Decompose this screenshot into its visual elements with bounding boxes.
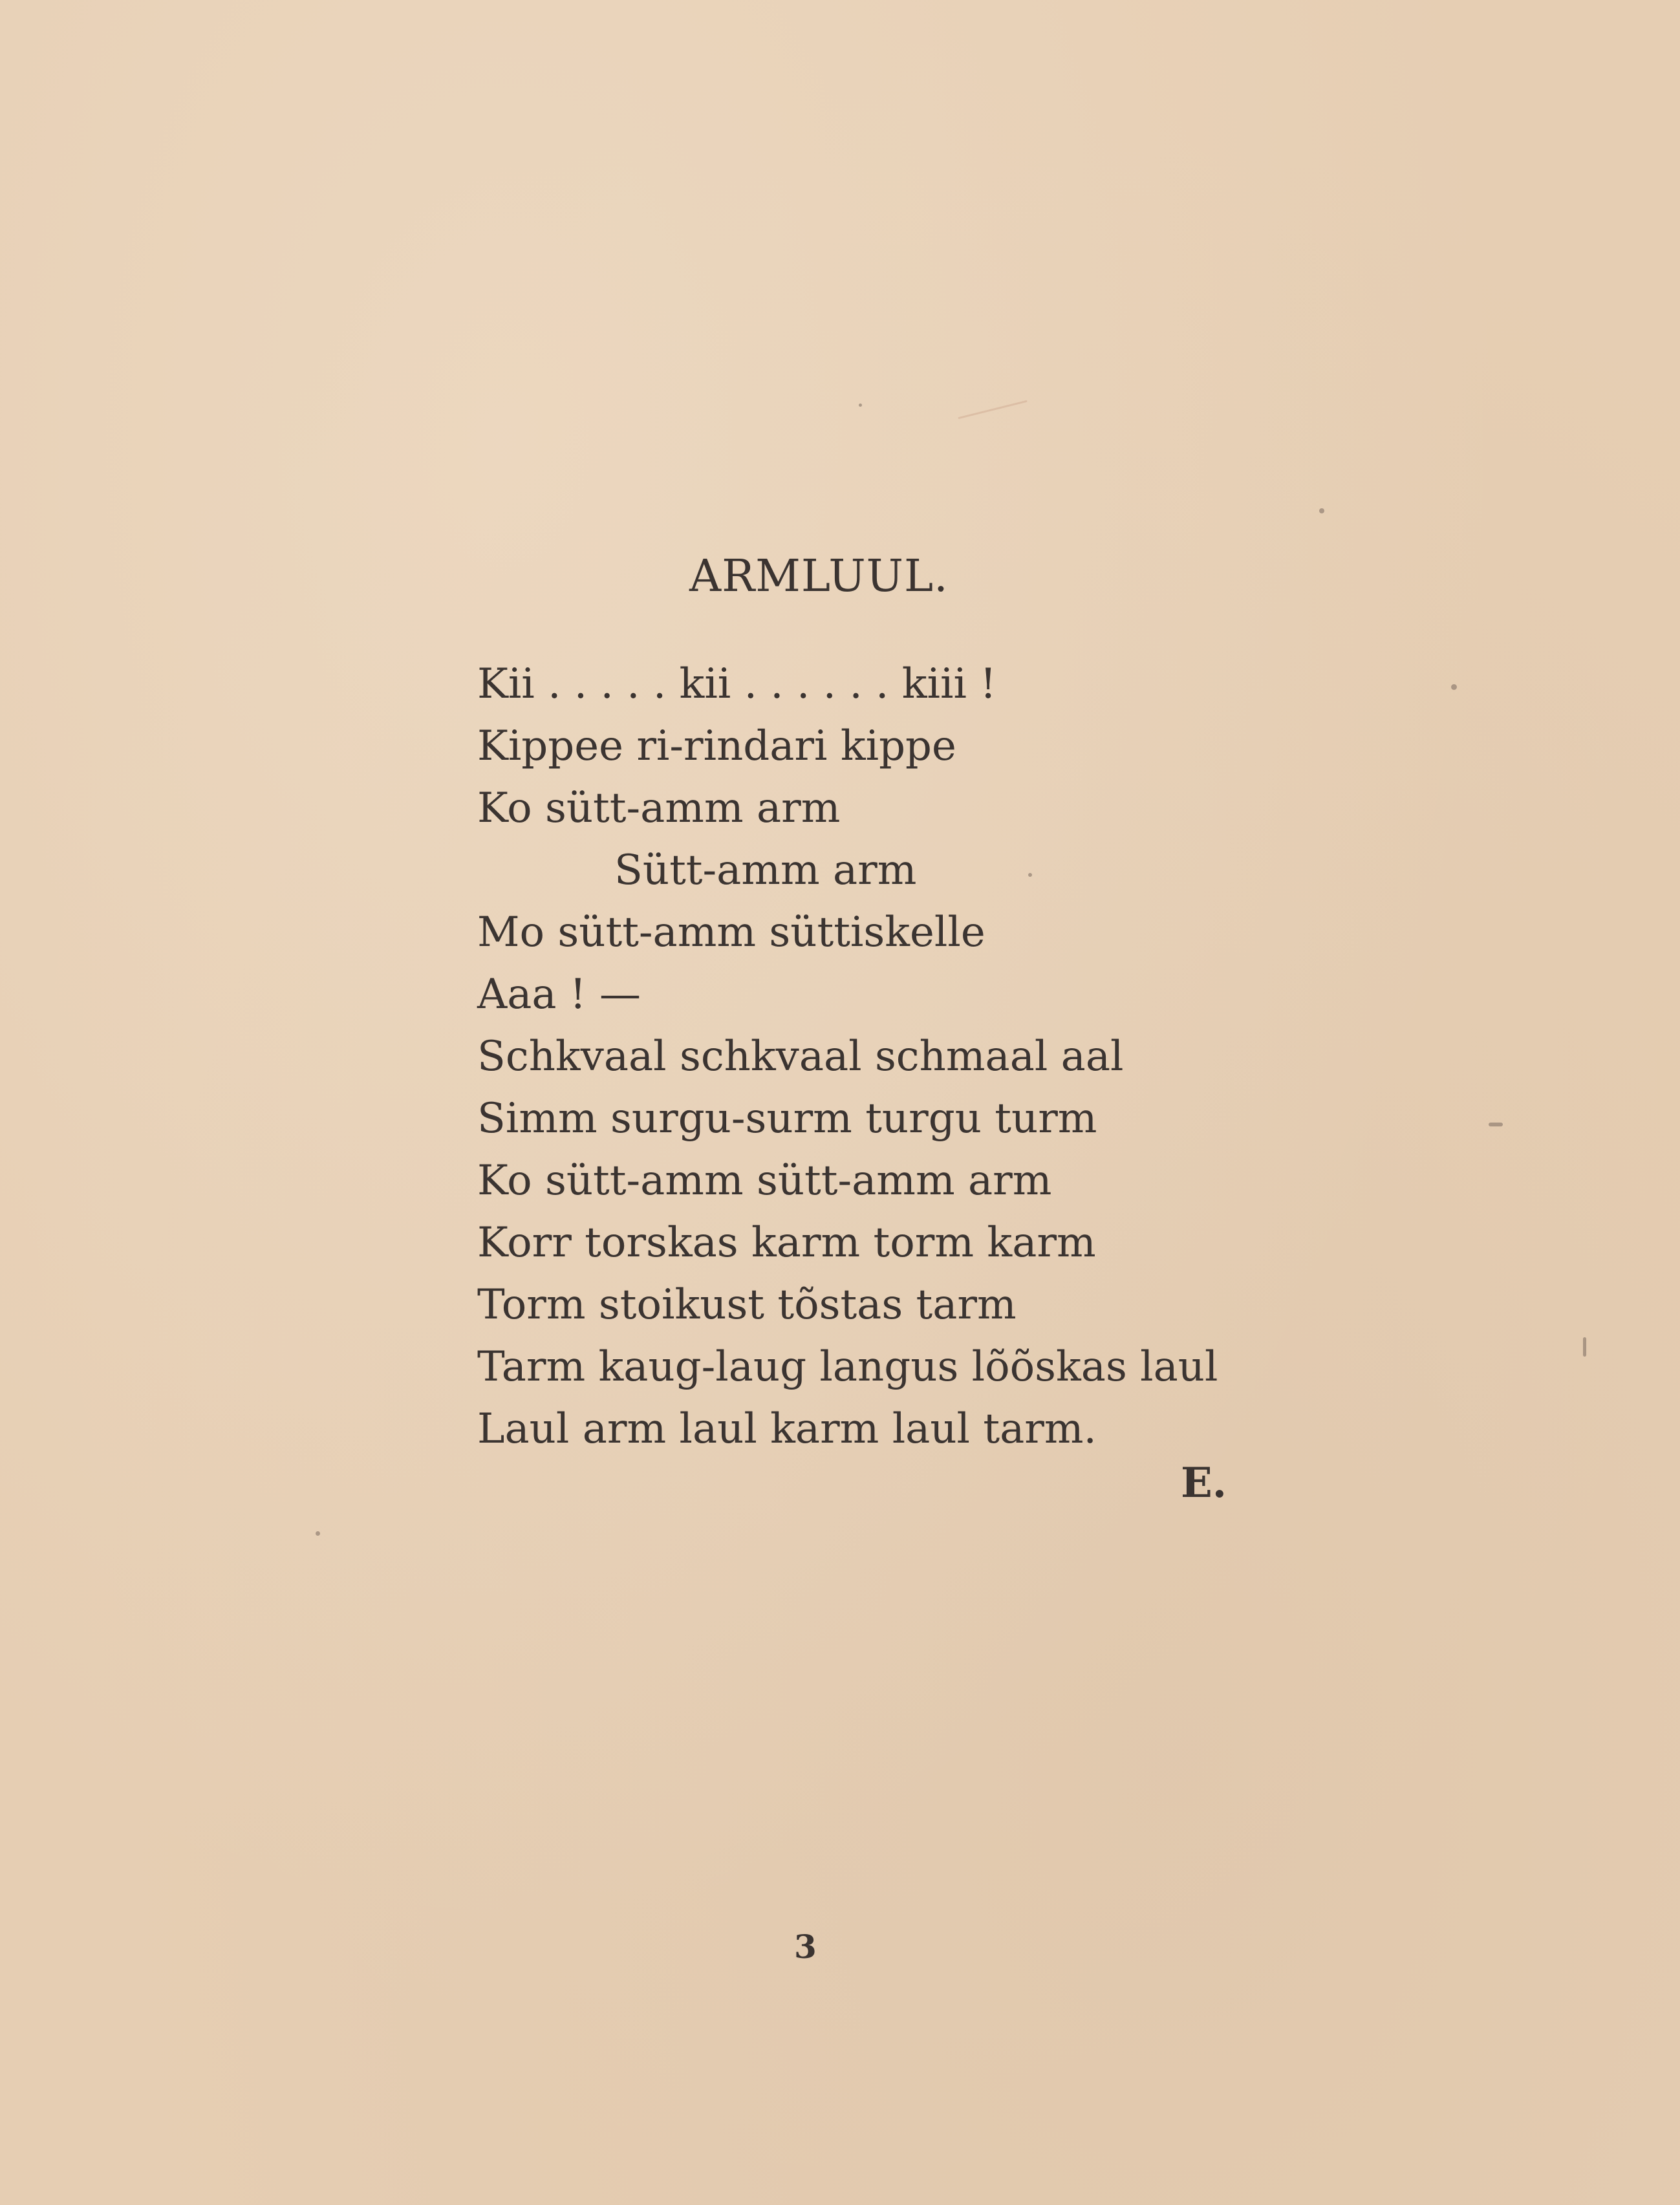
poem-line-indented: Sütt-amm arm [614, 846, 917, 894]
author-signature: E. [1181, 1459, 1227, 1507]
poem-line: Aaa ! — [477, 971, 641, 1018]
poem-line: Tarm kaug-laug langus lõõskas laul [477, 1343, 1218, 1391]
poem-line: Ko sütt-amm sütt-amm arm [477, 1157, 1052, 1205]
poem-line: Kii . . . . . kii . . . . . . kiii ! [477, 660, 996, 708]
paper-speck [958, 400, 1027, 420]
paper-speck [1319, 508, 1324, 513]
poem-line: Kippee ri-rindari kippe [477, 722, 956, 770]
poem-line: Schkvaal schkvaal schmaal aal [477, 1033, 1124, 1081]
poem-line: Mo sütt-amm süttiskelle [477, 909, 985, 956]
page-number: 3 [794, 1928, 817, 1966]
paper-speck [1583, 1337, 1586, 1357]
paper-speck [859, 403, 862, 407]
paper-speck [1489, 1123, 1503, 1126]
paper-speck [1451, 684, 1457, 690]
poem-title: ARMLUUL. [689, 551, 949, 602]
poem-line: Laul arm laul karm laul tarm. [477, 1405, 1097, 1453]
poem-stanza [477, 653, 1218, 1460]
poem-line: Simm surgu-surm turgu turm [477, 1095, 1097, 1143]
paper-speck [316, 1531, 320, 1536]
paper-speck [1028, 873, 1032, 877]
poem-line: Torm stoikust tõstas tarm [477, 1281, 1017, 1329]
poem-line: Korr torskas karm torm karm [477, 1219, 1096, 1267]
poem-line: Ko sütt-amm arm [477, 784, 841, 832]
